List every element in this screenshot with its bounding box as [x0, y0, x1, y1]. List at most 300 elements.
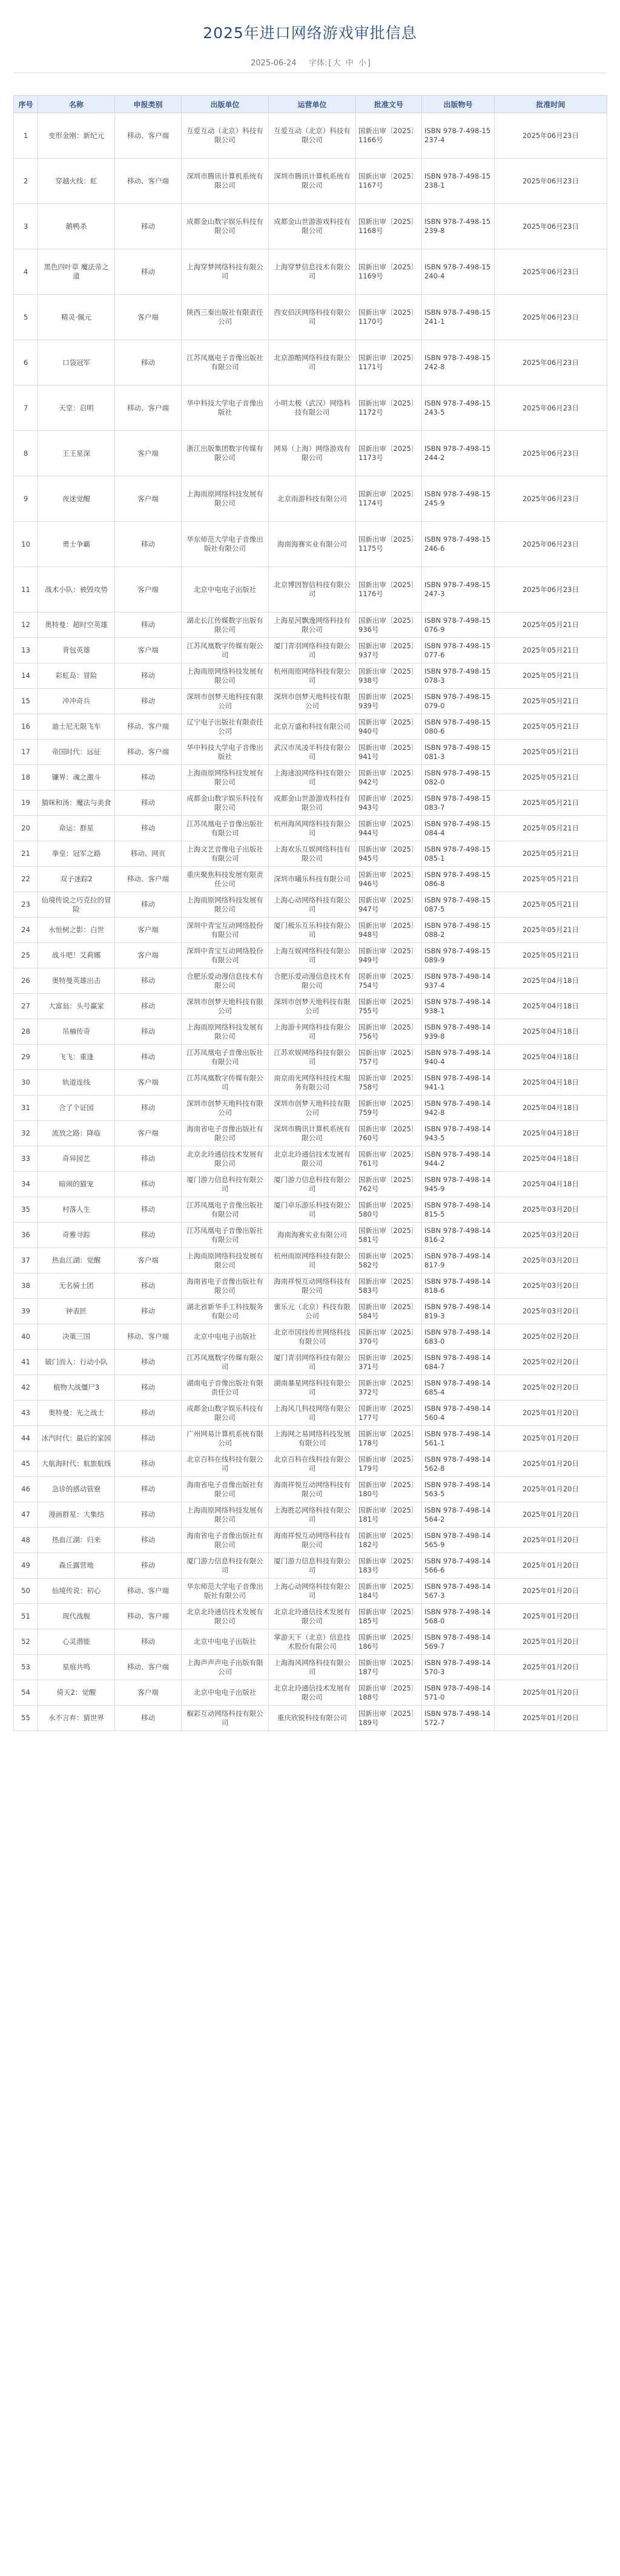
table-row	[14, 1604, 607, 1629]
category-cell: 移动	[115, 1629, 182, 1655]
isbn-cell: ISBN 978-7-498-14566-6	[422, 1553, 495, 1579]
column-header: 批准文号	[356, 96, 422, 113]
operator-cell: 网易（上海）网络游戏有限公司	[269, 431, 356, 476]
category-cell: 移动	[115, 1096, 182, 1121]
operator-cell: 北京北玲通信技术发展有限公司	[269, 1680, 356, 1706]
table-row	[14, 1223, 607, 1248]
publish-date: 2025-06-24	[251, 59, 297, 68]
table-row	[14, 1172, 607, 1197]
isbn-cell: ISBN 978-7-498-14570-3	[422, 1655, 495, 1680]
publisher-cell: 深圳中青宝互动网络股份有限公司	[182, 918, 269, 943]
row-index-cell: 9	[14, 476, 38, 522]
approval-number-cell: 国新出审〔2025〕186号	[356, 1629, 422, 1655]
row-index-cell: 51	[14, 1604, 38, 1629]
category-cell: 移动	[115, 1045, 182, 1070]
approval-number-cell: 国新出审〔2025〕371号	[356, 1350, 422, 1375]
approval-number-cell: 国新出审〔2025〕180号	[356, 1477, 422, 1502]
isbn-cell: ISBN 978-7-498-14941-1	[422, 1070, 495, 1096]
game-name-cell: 急诊的感动管寮	[38, 1477, 115, 1502]
publisher-cell: 江苏凤凰电子音像出版社有限公司	[182, 1223, 269, 1248]
article-meta: 2025-06-24 字体: [ 大 中 小 ]	[251, 59, 371, 68]
game-name-cell: 现代战舰	[38, 1604, 115, 1629]
publisher-cell: 上海雨原网络科技发展有限公司	[182, 476, 269, 522]
isbn-cell: ISBN 978-7-498-15084-4	[422, 816, 495, 841]
row-index-cell: 18	[14, 765, 38, 790]
approval-date-cell: 2025年05月21日	[495, 638, 607, 663]
publisher-cell: 互爱互动（北京）科技有限公司	[182, 113, 269, 159]
publisher-cell: 海南省电子音像出版社有限公司	[182, 1477, 269, 1502]
approval-number-cell: 国新出审〔2025〕754号	[356, 968, 422, 994]
approval-number-cell: 国新出审〔2025〕1169号	[356, 249, 422, 295]
operator-cell: 上海海风网络科技有限公司	[269, 1655, 356, 1680]
approval-date-cell: 2025年05月21日	[495, 790, 607, 816]
publisher-cell: 厦门游力信息科技有限公司	[182, 1553, 269, 1579]
game-name-cell: 帝国时代：远征	[38, 740, 115, 765]
approval-number-cell: 国新出审〔2025〕583号	[356, 1273, 422, 1299]
approval-date-cell: 2025年01月20日	[495, 1655, 607, 1680]
operator-cell: 北京雨游科技有限公司	[269, 476, 356, 522]
category-cell: 移动	[115, 1706, 182, 1731]
row-index-cell: 11	[14, 567, 38, 613]
approval-number-cell: 国新出审〔2025〕939号	[356, 689, 422, 714]
publisher-cell: 江苏凤凰数字传媒有限公司	[182, 638, 269, 663]
approval-number-cell: 国新出审〔2025〕1176号	[356, 567, 422, 613]
approval-number-cell: 国新出审〔2025〕187号	[356, 1655, 422, 1680]
row-index-cell: 38	[14, 1273, 38, 1299]
operator-cell: 杭州海风网络科技有限公司	[269, 816, 356, 841]
publisher-cell: 北京北玲通信技术发展有限公司	[182, 1146, 269, 1172]
isbn-cell: ISBN 978-7-498-14565-9	[422, 1528, 495, 1553]
approval-date-cell: 2025年05月21日	[495, 689, 607, 714]
table-row	[14, 765, 607, 790]
approval-number-cell: 国新出审〔2025〕762号	[356, 1172, 422, 1197]
category-cell: 移动	[115, 1223, 182, 1248]
category-cell: 移动	[115, 613, 182, 638]
row-index-cell: 29	[14, 1045, 38, 1070]
category-cell: 移动	[115, 1146, 182, 1172]
isbn-cell: ISBN 978-7-498-14818-6	[422, 1273, 495, 1299]
operator-cell: 上海心动网络科技有限公司	[269, 892, 356, 918]
publisher-cell: 江苏凤凰电子音像出版社有限公司	[182, 1045, 269, 1070]
approval-date-cell: 2025年01月20日	[495, 1426, 607, 1451]
operator-cell: 上海心动网络科技有限公司	[269, 1579, 356, 1604]
approval-number-cell: 国新出审〔2025〕182号	[356, 1528, 422, 1553]
approval-number-cell: 国新出审〔2025〕1173号	[356, 431, 422, 476]
row-index-cell: 50	[14, 1579, 38, 1604]
operator-cell: 北京北玲通信技术发展有限公司	[269, 1604, 356, 1629]
row-index-cell: 35	[14, 1197, 38, 1223]
category-cell: 移动	[115, 1401, 182, 1426]
category-cell: 客户端	[115, 638, 182, 663]
approval-date-cell: 2025年06月23日	[495, 386, 607, 431]
game-name-cell: 森丘露营地	[38, 1553, 115, 1579]
approval-date-cell: 2025年05月21日	[495, 918, 607, 943]
operator-cell: 深圳市创梦天地科技有限公司	[269, 994, 356, 1019]
approval-date-cell: 2025年06月23日	[495, 159, 607, 204]
publisher-cell: 北京北玲通信技术发展有限公司	[182, 1604, 269, 1629]
publisher-cell: 厦门游力信息科技有限公司	[182, 1172, 269, 1197]
row-index-cell: 34	[14, 1172, 38, 1197]
category-cell: 移动	[115, 1477, 182, 1502]
category-cell: 移动	[115, 1426, 182, 1451]
row-index-cell: 47	[14, 1502, 38, 1528]
row-index-cell: 30	[14, 1070, 38, 1096]
approval-date-cell: 2025年04月18日	[495, 1045, 607, 1070]
isbn-cell: ISBN 978-7-498-15080-6	[422, 714, 495, 740]
isbn-cell: ISBN 978-7-498-15244-2	[422, 431, 495, 476]
row-index-cell: 4	[14, 249, 38, 295]
table-row	[14, 1629, 607, 1655]
table-row	[14, 113, 607, 159]
approval-number-cell: 国新出审〔2025〕758号	[356, 1070, 422, 1096]
category-cell: 移动、客户端	[115, 1579, 182, 1604]
font-size-medium-button[interactable]: 中	[345, 59, 354, 68]
approval-date-cell: 2025年05月21日	[495, 816, 607, 841]
publisher-cell: 海南省电子音像出版社有限公司	[182, 1528, 269, 1553]
publisher-cell: 上海雨原网络科技发展有限公司	[182, 1502, 269, 1528]
category-cell: 移动、网页	[115, 841, 182, 867]
publisher-cell: 江苏凤凰电子音像出版社有限公司	[182, 1197, 269, 1223]
game-name-cell: 镰界：魂之激斗	[38, 765, 115, 790]
game-name-cell: 口袋冠军	[38, 340, 115, 386]
table-row	[14, 1528, 607, 1553]
category-cell: 移动	[115, 1273, 182, 1299]
publisher-cell: 江苏凤凰数字传媒有限公司	[182, 1350, 269, 1375]
category-cell: 移动	[115, 1299, 182, 1324]
isbn-cell: ISBN 978-7-498-15239-8	[422, 204, 495, 249]
table-row	[14, 918, 607, 943]
isbn-cell: ISBN 978-7-498-14684-7	[422, 1350, 495, 1375]
table-row	[14, 1248, 607, 1273]
game-name-cell: 精灵·佩元	[38, 295, 115, 340]
row-index-cell: 48	[14, 1528, 38, 1553]
table-row	[14, 613, 607, 638]
approval-date-cell: 2025年01月20日	[495, 1502, 607, 1528]
operator-cell: 深圳市创梦天地科技有限公司	[269, 1096, 356, 1121]
game-name-cell: 仙境传说：初心	[38, 1579, 115, 1604]
isbn-cell: ISBN 978-7-498-15078-3	[422, 663, 495, 689]
table-row	[14, 892, 607, 918]
isbn-cell: ISBN 978-7-498-15077-6	[422, 638, 495, 663]
approval-number-cell: 国新出审〔2025〕1167号	[356, 159, 422, 204]
table-row	[14, 790, 607, 816]
table-row	[14, 1350, 607, 1375]
isbn-cell: ISBN 978-7-498-15083-7	[422, 790, 495, 816]
game-name-cell: 黑色四叶草 魔法帝之道	[38, 249, 115, 295]
approval-number-cell: 国新出审〔2025〕1171号	[356, 340, 422, 386]
table-row	[14, 1375, 607, 1401]
table-row	[14, 1451, 607, 1477]
font-size-small-button[interactable]: 小	[358, 59, 366, 68]
operator-cell: 海南祥悦互动网络科技有限公司	[269, 1528, 356, 1553]
approval-date-cell: 2025年02月20日	[495, 1324, 607, 1350]
approval-number-cell: 国新出审〔2025〕761号	[356, 1146, 422, 1172]
font-size-large-button[interactable]: 大	[332, 59, 341, 68]
publisher-cell: 浙江出版集团数字传媒有限公司	[182, 431, 269, 476]
category-cell: 移动	[115, 1528, 182, 1553]
publisher-cell: 华东师范大学电子音像出版社有限公司	[182, 1579, 269, 1604]
row-index-cell: 5	[14, 295, 38, 340]
game-name-cell: 背包英雄	[38, 638, 115, 663]
category-cell: 移动	[115, 1197, 182, 1223]
category-cell: 移动	[115, 994, 182, 1019]
row-index-cell: 26	[14, 968, 38, 994]
publisher-cell: 江苏凤凰电子音像出版社有限公司	[182, 340, 269, 386]
operator-cell: 掌游天下（北京）信息技术股份有限公司	[269, 1629, 356, 1655]
row-index-cell: 55	[14, 1706, 38, 1731]
table-row	[14, 1197, 607, 1223]
approval-number-cell: 国新出审〔2025〕1172号	[356, 386, 422, 431]
approval-date-cell: 2025年04月18日	[495, 1096, 607, 1121]
row-index-cell: 39	[14, 1299, 38, 1324]
publisher-cell: 江苏凤凰电子音像出版社有限公司	[182, 816, 269, 841]
table-row	[14, 1426, 607, 1451]
table-row	[14, 249, 607, 295]
publisher-cell: 深圳中青宝互动网络股份有限公司	[182, 943, 269, 968]
game-name-cell: 流放之路：降临	[38, 1121, 115, 1146]
row-index-cell: 27	[14, 994, 38, 1019]
publisher-cell: 江苏凤凰数字传媒有限公司	[182, 1070, 269, 1096]
game-name-cell: 大富翁：头号赢家	[38, 994, 115, 1019]
approval-date-cell: 2025年06月23日	[495, 295, 607, 340]
operator-cell: 上海风几科技网络有限公司	[269, 1401, 356, 1426]
approval-number-cell: 国新出审〔2025〕943号	[356, 790, 422, 816]
table-row	[14, 968, 607, 994]
isbn-cell: ISBN 978-7-498-15242-8	[422, 340, 495, 386]
publisher-cell: 深圳市创梦天地科技有限公司	[182, 994, 269, 1019]
table-row	[14, 841, 607, 867]
game-name-cell: 仙境传说之巧克拉的冒险	[38, 892, 115, 918]
operator-cell: 上海互娱网络科技有限公司	[269, 943, 356, 968]
operator-cell: 杭州雨原网络科技有限公司	[269, 663, 356, 689]
table-row	[14, 159, 607, 204]
column-header: 申报类别	[115, 96, 182, 113]
approval-table	[13, 95, 607, 1731]
game-name-cell: 大航海时代：航旅航线	[38, 1451, 115, 1477]
operator-cell: 蜜乐元（北京）科技有限公司	[269, 1299, 356, 1324]
row-index-cell: 37	[14, 1248, 38, 1273]
column-header: 批准时间	[495, 96, 607, 113]
isbn-cell: ISBN 978-7-498-14564-2	[422, 1502, 495, 1528]
approval-number-cell: 国新出审〔2025〕757号	[356, 1045, 422, 1070]
approval-date-cell: 2025年03月20日	[495, 1248, 607, 1273]
approval-date-cell: 2025年01月20日	[495, 1401, 607, 1426]
category-cell: 移动	[115, 1375, 182, 1401]
approval-number-cell: 国新出审〔2025〕940号	[356, 714, 422, 740]
operator-cell: 深圳市曦乐科技有限公司	[269, 867, 356, 892]
operator-cell: 厦门卓乐游乐科技有限公司	[269, 1197, 356, 1223]
isbn-cell: ISBN 978-7-498-14572-7	[422, 1706, 495, 1731]
approval-date-cell: 2025年03月20日	[495, 1223, 607, 1248]
row-index-cell: 53	[14, 1655, 38, 1680]
game-name-cell: 永恒树之影：白世	[38, 918, 115, 943]
row-index-cell: 7	[14, 386, 38, 431]
operator-cell: 上海欢乐互娱网络科技有限公司	[269, 841, 356, 867]
approval-date-cell: 2025年04月18日	[495, 1172, 607, 1197]
operator-cell: 北京博因智信科技有限公司	[269, 567, 356, 613]
category-cell: 移动	[115, 249, 182, 295]
table-row	[14, 1070, 607, 1096]
row-index-cell: 28	[14, 1019, 38, 1045]
approval-number-cell: 国新出审〔2025〕370号	[356, 1324, 422, 1350]
game-name-cell: 无名骑士团	[38, 1273, 115, 1299]
isbn-cell: ISBN 978-7-498-14569-7	[422, 1629, 495, 1655]
operator-cell: 海南祥悦互动网络科技有限公司	[269, 1273, 356, 1299]
approval-date-cell: 2025年05月21日	[495, 765, 607, 790]
publisher-cell: 海南省电子音像出版社有限公司	[182, 1273, 269, 1299]
category-cell: 移动	[115, 816, 182, 841]
operator-cell: 厦门游力信息科技有限公司	[269, 1172, 356, 1197]
approval-number-cell: 国新出审〔2025〕941号	[356, 740, 422, 765]
approval-number-cell: 国新出审〔2025〕1170号	[356, 295, 422, 340]
game-name-cell: 穿越火线：虹	[38, 159, 115, 204]
row-index-cell: 45	[14, 1451, 38, 1477]
category-cell: 移动	[115, 1172, 182, 1197]
isbn-cell: ISBN 978-7-498-14937-4	[422, 968, 495, 994]
isbn-cell: ISBN 978-7-498-15238-1	[422, 159, 495, 204]
operator-cell: 南京雨光网络科技技术服务有限公司	[269, 1070, 356, 1096]
approval-date-cell: 2025年05月21日	[495, 663, 607, 689]
table-row	[14, 431, 607, 476]
approval-number-cell: 国新出审〔2025〕581号	[356, 1223, 422, 1248]
approval-date-cell: 2025年05月21日	[495, 943, 607, 968]
table-row	[14, 1477, 607, 1502]
approval-number-cell: 国新出审〔2025〕759号	[356, 1096, 422, 1121]
operator-cell: 深圳市创梦天地科技有限公司	[269, 689, 356, 714]
publisher-cell: 北京中电电子出版社	[182, 1324, 269, 1350]
table-row	[14, 867, 607, 892]
table-row	[14, 994, 607, 1019]
column-header: 名称	[38, 96, 115, 113]
row-index-cell: 17	[14, 740, 38, 765]
approval-number-cell: 国新出审〔2025〕949号	[356, 943, 422, 968]
isbn-cell: ISBN 978-7-498-14815-5	[422, 1197, 495, 1223]
operator-cell: 北京万盛和科技有限公司	[269, 714, 356, 740]
approval-date-cell: 2025年05月21日	[495, 740, 607, 765]
approval-date-cell: 2025年01月20日	[495, 1553, 607, 1579]
game-name-cell: 奥特曼：光之战士	[38, 1401, 115, 1426]
approval-number-cell: 国新出审〔2025〕945号	[356, 841, 422, 867]
approval-date-cell: 2025年05月21日	[495, 613, 607, 638]
game-name-cell: 天堂：启明	[38, 386, 115, 431]
category-cell: 移动	[115, 1451, 182, 1477]
publisher-cell: 深圳市创梦天地科技有限公司	[182, 1096, 269, 1121]
publisher-cell: 上海雨原网络科技发展有限公司	[182, 663, 269, 689]
row-index-cell: 40	[14, 1324, 38, 1350]
publisher-cell: 上海雨原网络科技发展有限公司	[182, 1019, 269, 1045]
column-header: 出版单位	[182, 96, 269, 113]
approval-number-cell: 国新出审〔2025〕372号	[356, 1375, 422, 1401]
category-cell: 移动	[115, 1019, 182, 1045]
row-index-cell: 23	[14, 892, 38, 918]
isbn-cell: ISBN 978-7-498-15087-5	[422, 892, 495, 918]
table-row	[14, 1401, 607, 1426]
category-cell: 移动、客户端	[115, 1655, 182, 1680]
approval-date-cell: 2025年02月20日	[495, 1375, 607, 1401]
row-index-cell: 24	[14, 918, 38, 943]
publisher-cell: 上海雨原网络科技发展有限公司	[182, 892, 269, 918]
row-index-cell: 14	[14, 663, 38, 689]
table-row	[14, 1553, 607, 1579]
game-name-cell: 吊楠传奇	[38, 1019, 115, 1045]
approval-number-cell: 国新出审〔2025〕756号	[356, 1019, 422, 1045]
row-index-cell: 2	[14, 159, 38, 204]
table-row	[14, 1706, 607, 1731]
category-cell: 客户端	[115, 918, 182, 943]
game-name-cell: 变形金刚：新纪元	[38, 113, 115, 159]
approval-date-cell: 2025年04月18日	[495, 1070, 607, 1096]
publisher-cell: 上海文艺音像电子出版社有限公司	[182, 841, 269, 867]
table-row	[14, 386, 607, 431]
game-name-cell: 夜迷觉醒	[38, 476, 115, 522]
publisher-cell: 辽宁电子出版社有限责任公司	[182, 714, 269, 740]
category-cell: 客户端	[115, 1248, 182, 1273]
game-name-cell: 王王星深	[38, 431, 115, 476]
game-name-cell: 勇士争霸	[38, 522, 115, 567]
approval-date-cell: 2025年06月23日	[495, 249, 607, 295]
publisher-cell: 湖南电子音像出版社有限责任公司	[182, 1375, 269, 1401]
game-name-cell: 植物大战僵尸3	[38, 1375, 115, 1401]
operator-cell: 小明太极（武汉）网络科技有限公司	[269, 386, 356, 431]
category-cell: 移动、客户端	[115, 714, 182, 740]
table-row	[14, 1019, 607, 1045]
isbn-cell: ISBN 978-7-498-15243-5	[422, 386, 495, 431]
category-cell: 客户端	[115, 1680, 182, 1706]
category-cell: 客户端	[115, 476, 182, 522]
game-name-cell: 奥特曼：超时空英雄	[38, 613, 115, 638]
category-cell: 移动	[115, 689, 182, 714]
game-name-cell: 永不言弃：猜世界	[38, 1706, 115, 1731]
category-cell: 移动	[115, 204, 182, 249]
approval-date-cell: 2025年01月20日	[495, 1604, 607, 1629]
category-cell: 移动、客户端	[115, 740, 182, 765]
row-index-cell: 36	[14, 1223, 38, 1248]
approval-number-cell: 国新出审〔2025〕936号	[356, 613, 422, 638]
game-name-cell: 合了个证园	[38, 1096, 115, 1121]
row-index-cell: 20	[14, 816, 38, 841]
operator-cell: 江苏欢娱网络科技有限公司	[269, 1045, 356, 1070]
category-cell: 移动	[115, 340, 182, 386]
approval-date-cell: 2025年01月20日	[495, 1629, 607, 1655]
game-name-cell: 战斗吧！艾莉娜	[38, 943, 115, 968]
publisher-cell: 合肥乐爱动漫信息技术有限公司	[182, 968, 269, 994]
isbn-cell: ISBN 978-7-498-15240-4	[422, 249, 495, 295]
approval-number-cell: 国新出审〔2025〕942号	[356, 765, 422, 790]
isbn-cell: ISBN 978-7-498-15237-4	[422, 113, 495, 159]
isbn-cell: ISBN 978-7-498-14816-2	[422, 1223, 495, 1248]
table-header-row	[14, 96, 607, 113]
table-row	[14, 340, 607, 386]
isbn-cell: ISBN 978-7-498-15085-1	[422, 841, 495, 867]
row-index-cell: 42	[14, 1375, 38, 1401]
column-header: 出版物号	[422, 96, 495, 113]
approval-number-cell: 国新出审〔2025〕937号	[356, 638, 422, 663]
table-body	[14, 113, 607, 1731]
publisher-cell: 湖北长江传媒数字出版有限公司	[182, 613, 269, 638]
isbn-cell: ISBN 978-7-498-14563-5	[422, 1477, 495, 1502]
approval-number-cell: 国新出审〔2025〕189号	[356, 1706, 422, 1731]
row-index-cell: 22	[14, 867, 38, 892]
approval-date-cell: 2025年05月21日	[495, 714, 607, 740]
approval-date-cell: 2025年01月20日	[495, 1706, 607, 1731]
approval-number-cell: 国新出审〔2025〕178号	[356, 1426, 422, 1451]
operator-cell: 湖南暴星网络科技有限公司	[269, 1375, 356, 1401]
table-row	[14, 1324, 607, 1350]
category-cell: 移动	[115, 790, 182, 816]
publisher-cell: 深圳市创梦天地科技有限公司	[182, 689, 269, 714]
operator-cell: 上海网之易网络科技发展有限公司	[269, 1426, 356, 1451]
row-index-cell: 16	[14, 714, 38, 740]
